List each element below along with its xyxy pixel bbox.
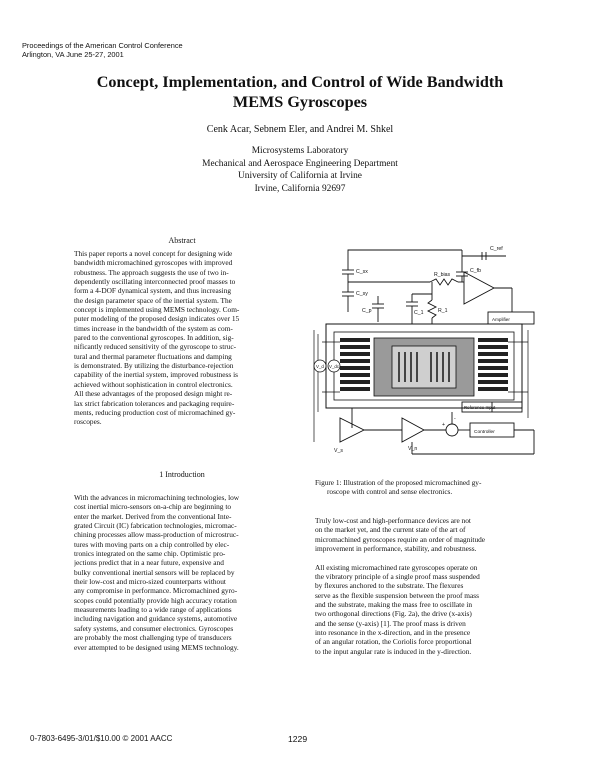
label-vd: V_d [316,364,324,369]
label-amplifier: Amplifier [492,317,510,322]
feedback-wire-top [348,250,462,260]
right-column-line [315,553,537,562]
label-r1: R_1 [438,308,448,314]
rbias-resistor [430,279,458,285]
right-column-line: to the input angular rate is induced in the y-direction. [315,646,472,656]
introduction-line: tronics integrated on the same chip. Optimistic pro- [74,549,226,559]
proof-mass-inner [392,346,456,388]
affiliation-city: Irvine, California 92697 [254,183,346,194]
introduction-line: are probably the most challenging type of transducers [74,633,232,643]
abstract-line: concept is implemented using MEMS technology. Com- [74,305,240,315]
affiliation-univ: University of California at Irvine [238,171,362,182]
summing-junction [446,424,458,436]
abstract-line: is demonstrated. By utilizing the disturbance-rejection [74,361,234,371]
right-column-line: on the market yet, and the current state of the art of [315,525,466,535]
abstract-line: achieved without sophistication in control electronics. [74,379,233,389]
abstract-line: lax strict fabrication tolerances and packaging require- [74,398,235,408]
label-vn: V_n [408,446,418,452]
r1-resistor [428,300,436,318]
label-controller: Controller [474,430,495,435]
abstract-line: puter modeling of the proposed design indicates over 15 [74,314,240,324]
figure-caption [315,478,537,497]
label-sum-plus: + [442,422,446,428]
abstract-line: ments, reducing production cost of micromachined gy- [74,407,236,417]
abstract-line: form a 4-DOF dynamical system, and thus increasing [74,286,232,296]
right-column-line: and the sense (y-axis) [1]. The proof mass is driven [315,618,466,628]
comb-drives-right [478,338,508,391]
right-column-line: Truly low-cost and high-performance devices are not [315,516,471,525]
introduction-line: measurements leading to a wide range of applications [74,605,232,615]
label-cfb: C_fb [470,268,481,274]
introduction-line: chining processes allow mass-production of microstruc- [74,530,239,540]
gyroscope-circuit-figure [312,242,540,474]
abstract-line: This paper reports a novel concept for designing wide [74,249,233,258]
introduction-line: enter the market. Derived from the conventional Inte- [74,511,232,521]
affiliation-lab: Microsystems Laboratory [251,146,349,156]
right-column-line: serve as the flexible suspension between the proof mass [315,590,479,600]
abstract-line: bandwidth micromachined gyroscopes with improved [74,258,233,268]
introduction-line: tures with moving parts on a chip controlled by elec- [74,539,230,549]
abstract-line: tural and thermal parameter fluctuations and damping [74,351,232,361]
label-csx: C_sx [356,269,368,275]
title-line-1: Concept, Implementation, and Control of Wide Bandwidth [96,73,504,91]
right-column-line: improvement in performance, stability, and robustness. [315,544,477,554]
comb-drives-left [340,338,370,391]
label-sum-minus: - [454,416,456,422]
copyright-line: 0-7803-6495-3/01/$10.00 © 2001 AACC [30,734,173,743]
author-list: Cenk Acar, Sebnem Eler, and Andrei M. Shkel [206,124,394,135]
title-line-2: MEMS Gyroscopes [232,93,368,111]
conference-header [22,41,183,59]
right-column-line: into resonance in the x-direction, and in the presence [315,628,471,638]
label-csy: C_sy [356,291,368,297]
paper-title [40,72,560,112]
abstract-line: All these advantages of the proposed design might re- [74,389,233,399]
introduction-line: jections predict that in a near future, expensive and [74,558,224,568]
right-column-line: two orthogonal directions (Fig. 2a), the drive (x-axis) [315,609,472,619]
introduction-line: including navigation and guidance systems, automotive [74,614,238,624]
abstract-line: robustness. The approach suggests the use of two in- [74,267,229,277]
label-vs: V_s [334,448,343,454]
abstract-line: the design parameter space of the inertial system. The [74,295,232,305]
right-column-body [315,516,537,656]
opamp-triangle [464,272,494,304]
abstract-body [74,249,292,427]
abstract-line: capability of the inertial system, improved robustness is [74,370,238,380]
label-reference-input: Reference Input [464,405,496,410]
demod-triangle [402,418,424,442]
mems-gyroscope-structure [314,324,528,442]
introduction-line: scopes could potentially provide high accuracy rotation [74,595,237,605]
abstract-line: times increase in the bandwidth of the system as com- [74,323,233,333]
label-cp: C_p [362,308,372,314]
caption-line-1: Figure 1: Illustration of the proposed micromachined gy- [315,478,482,487]
page-number: 1229 [288,734,308,744]
introduction-body [74,493,292,652]
right-column-line: micromachined gyroscopes require an order of magnitude [315,534,486,544]
introduction-line: grated Circuit (IC) fabrication technologies, micromac- [74,521,237,531]
introduction-line: bulky conventional inertial sensors will be replaced by [74,567,235,577]
label-rbias: R_bias [434,272,451,278]
abstract-line: dependently oscillating interconnected proof masses to [74,277,236,287]
abstract-line: pared to the conventional gyroscopes. In addition, sig- [74,333,234,343]
label-c1: C_1 [414,310,424,316]
conference-name: Proceedings of the American Control Conference [22,41,183,50]
affiliation-dept: Mechanical and Aerospace Engineering Department [202,158,398,169]
right-column-line: of an angular rotation, the Coriolis force proportional [315,637,472,647]
caption-line-2: roscope with control and sense electronics. [327,487,453,497]
introduction-line: cost inertial micro-sensors on-a-chip are beginning to [74,502,232,512]
right-column-line: and the substrate, making the mass free to oscillate in [315,600,473,610]
introduction-heading: 1 Introduction [159,470,205,479]
introduction-line: their low-cost and micro-sized counterparts without [74,577,226,587]
abstract-line: nificantly reduced sensitivity of the gyroscope to struc- [74,342,237,352]
affiliation [40,145,560,195]
right-column-line: the vibratory principle of a single proof mass suspended [315,572,480,582]
label-cref: C_ref [490,246,503,252]
introduction-line: With the advances in micromachining technologies, low [74,493,240,502]
abstract-heading: Abstract [168,236,196,245]
label-vdc: V_dc [329,364,340,369]
introduction-line: safety systems, and consumer electronics. Gyroscopes [74,623,234,633]
introduction-line: ever attempted to be designed using MEMS technology. [74,642,239,652]
introduction-line: any compromise in performance. Micromachined gyro- [74,586,238,596]
conference-location: Arlington, VA June 25-27, 2001 [22,50,124,59]
right-column-line: by flexures anchored to the substrate. The flexures [315,581,464,591]
right-column-line: All existing micromachined rate gyroscopes operate on [315,562,478,572]
abstract-line: roscopes. [74,417,102,427]
